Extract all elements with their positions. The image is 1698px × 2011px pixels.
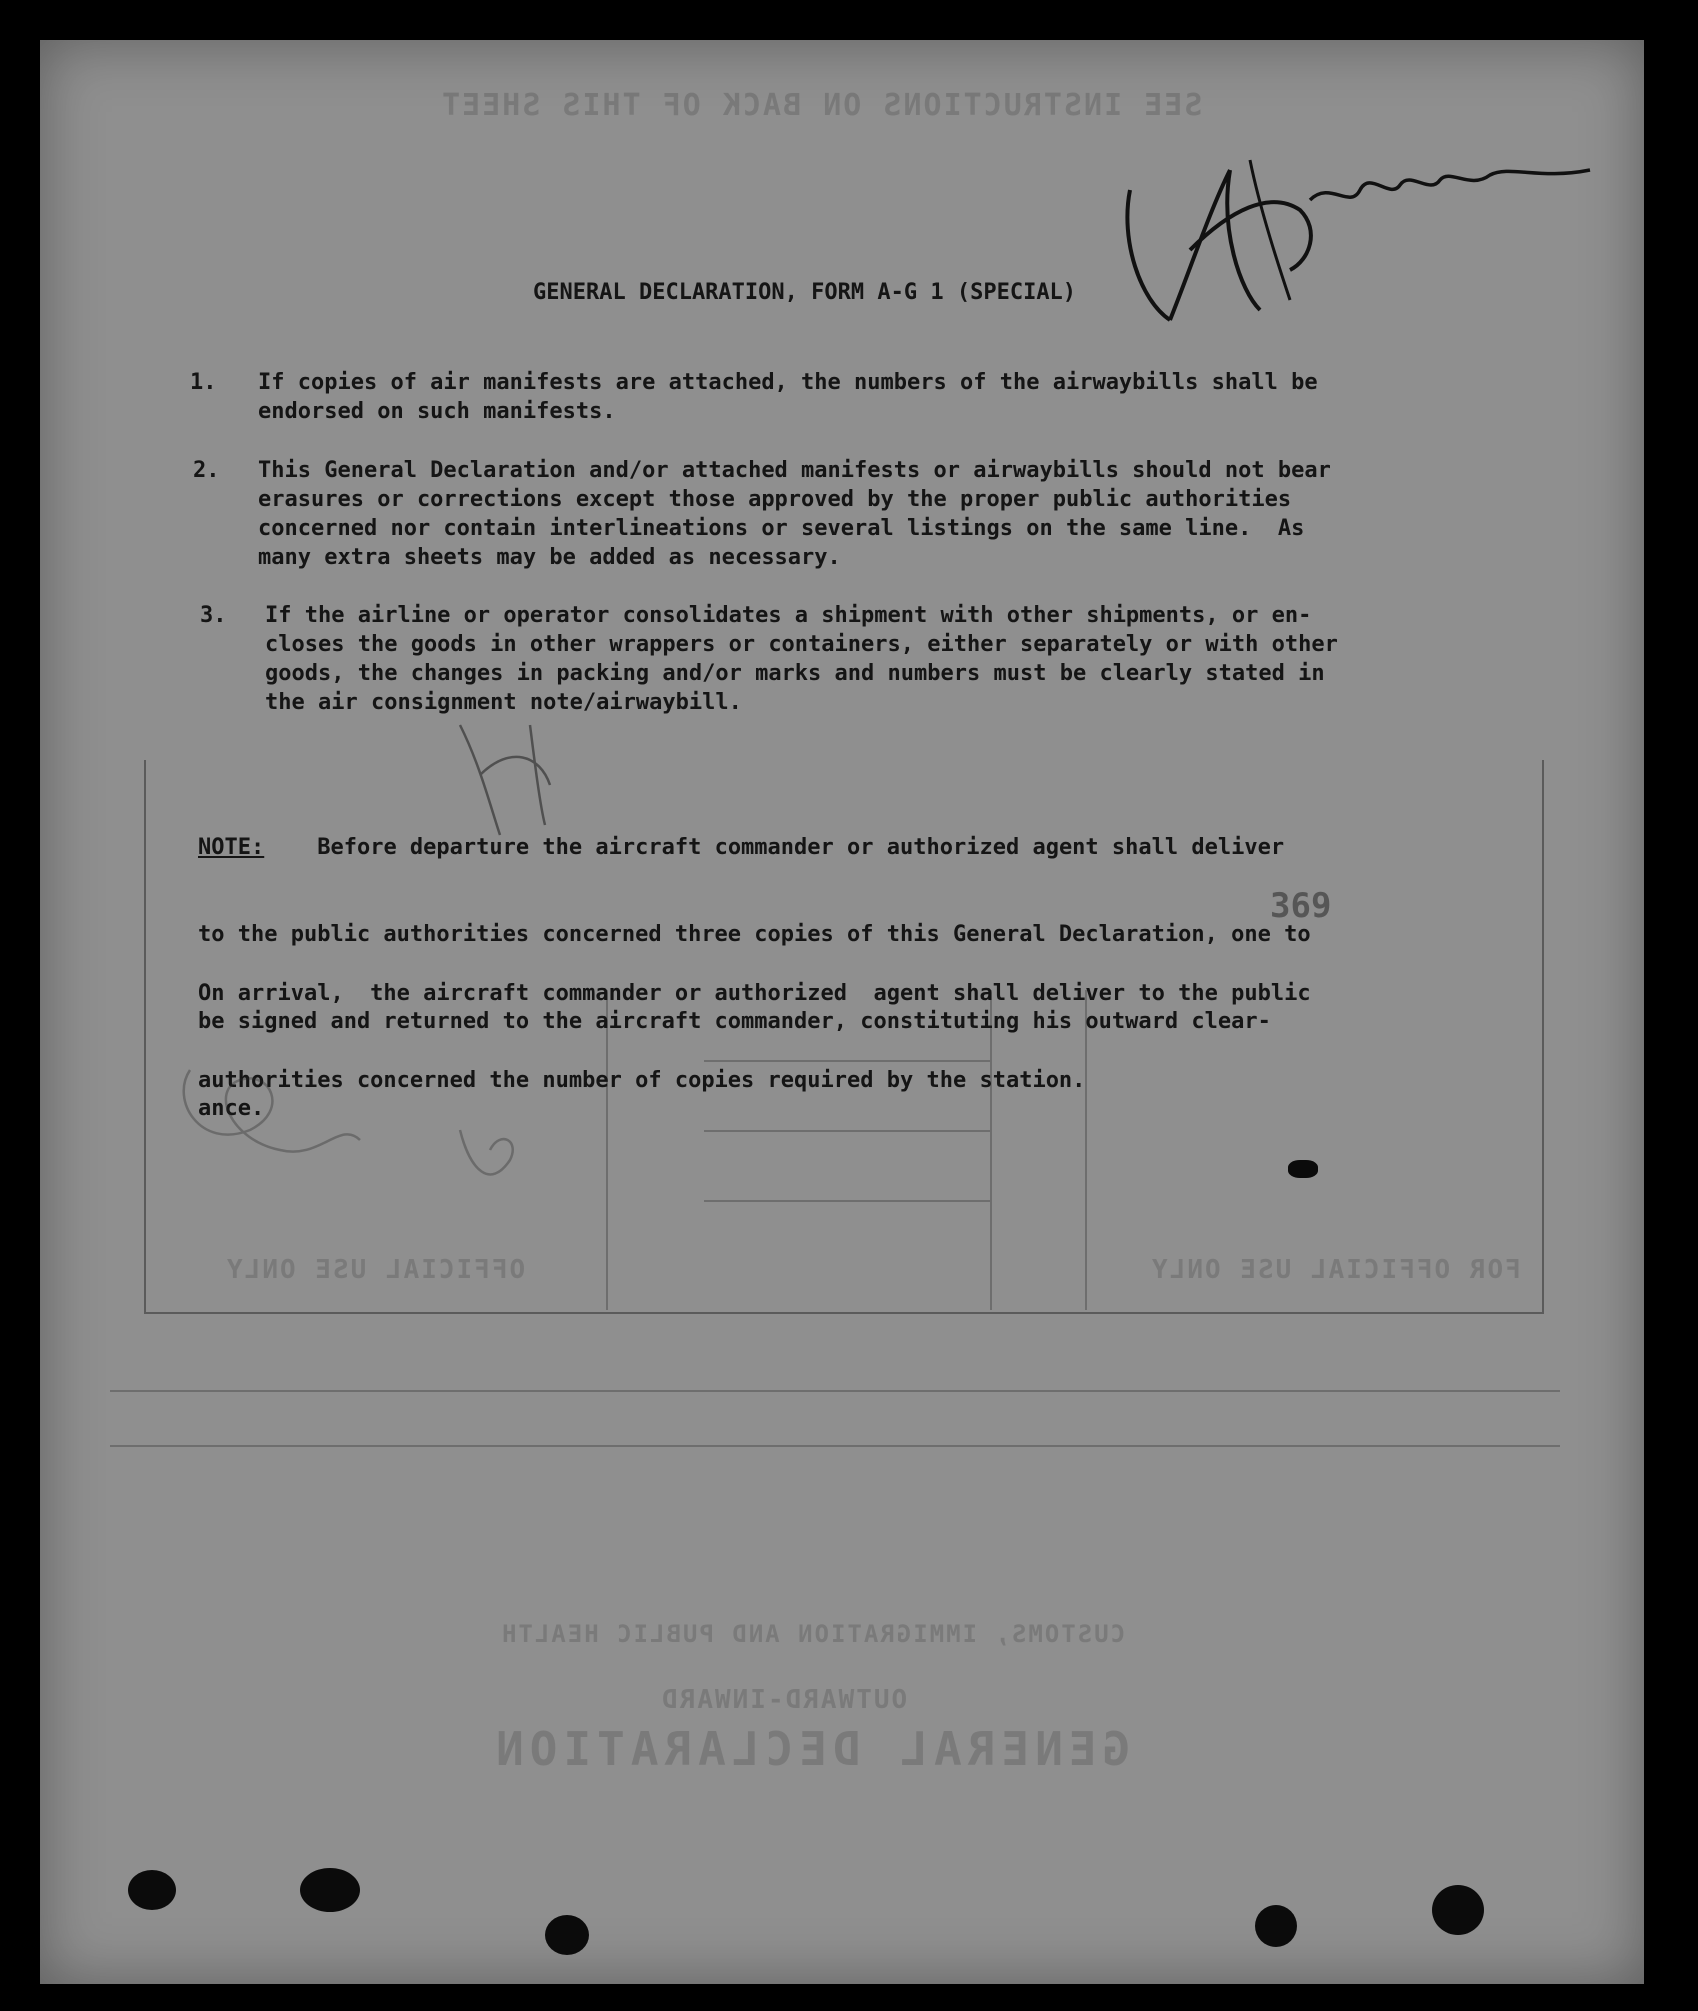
punch-hole: [1255, 1905, 1297, 1947]
stamped-number: 369: [1270, 886, 1332, 926]
pencil-scribble: [160, 1010, 560, 1210]
handwritten-signature: [1110, 150, 1620, 330]
punch-hole: [300, 1868, 360, 1912]
item-line: many extra sheets may be added as necessary.: [258, 545, 841, 570]
item-number: 2.: [193, 458, 220, 483]
bleed-through-official-right: FOR OFFICIAL USE ONLY: [1150, 1255, 1521, 1285]
item-line: goods, the changes in packing and/or marks and numbers must be clearly stated in: [265, 661, 1325, 686]
bleed-through-official-left: OFFICIAL USE ONLY: [225, 1255, 526, 1285]
item-line: endorsed on such manifests.: [258, 399, 616, 424]
note-first-line: Before departure the aircraft commander or authorized agent shall deliver: [264, 835, 1285, 860]
ink-blot: [1288, 1160, 1318, 1178]
ghost-rule-2: [110, 1445, 1560, 1447]
item-line: the air consignment note/airwaybill.: [265, 690, 742, 715]
punch-hole: [545, 1915, 589, 1955]
item-line: concerned nor contain interlineations or several listings on the same line. As: [258, 516, 1305, 541]
punch-hole: [128, 1870, 176, 1910]
bleed-through-customs: CUSTOMS, IMMIGRATION AND PUBLIC HEALTH: [500, 1620, 1126, 1648]
item-number: 3.: [200, 603, 227, 628]
form-title: GENERAL DECLARATION, FORM A-G 1 (SPECIAL): [533, 280, 1077, 305]
arrival-line: authorities concerned the number of copies required by the station.: [198, 1068, 1086, 1093]
note-line: ance.: [198, 1096, 265, 1121]
bleed-through-outward-inward: OUTWARD-INWARD: [660, 1685, 908, 1715]
note-label: NOTE:: [198, 835, 265, 860]
item-line: If copies of air manifests are attached, the numbers of the airwaybills shall be: [258, 370, 1318, 395]
pencil-mark: [440, 705, 580, 845]
item-line: erasures or corrections except those approved by the proper public authorities: [258, 487, 1292, 512]
punch-hole: [1432, 1885, 1484, 1935]
note-line: be signed and returned to the aircraft commander, constituting his outward clear-: [198, 1009, 1271, 1034]
bleed-through-top: SEE INSTRUCTIONS ON BACK OF THIS SHEET: [440, 88, 1203, 123]
item-line: If the airline or operator consolidates a shipment with other shipments, or en-: [265, 603, 1312, 628]
arrival-line: On arrival, the aircraft commander or authorized agent shall deliver to the public: [198, 981, 1311, 1006]
item-line: This General Declaration and/or attached manifests or airwaybills should not bear: [258, 458, 1331, 483]
item-number: 1.: [190, 370, 217, 395]
bleed-through-title: GENERAL DECLARATION: [490, 1722, 1131, 1776]
item-line: closes the goods in other wrappers or containers, either separately or with other: [265, 632, 1338, 657]
note-line: to the public authorities concerned three copies of this General Declaration, one to: [198, 922, 1311, 947]
ghost-rule-1: [110, 1390, 1560, 1392]
